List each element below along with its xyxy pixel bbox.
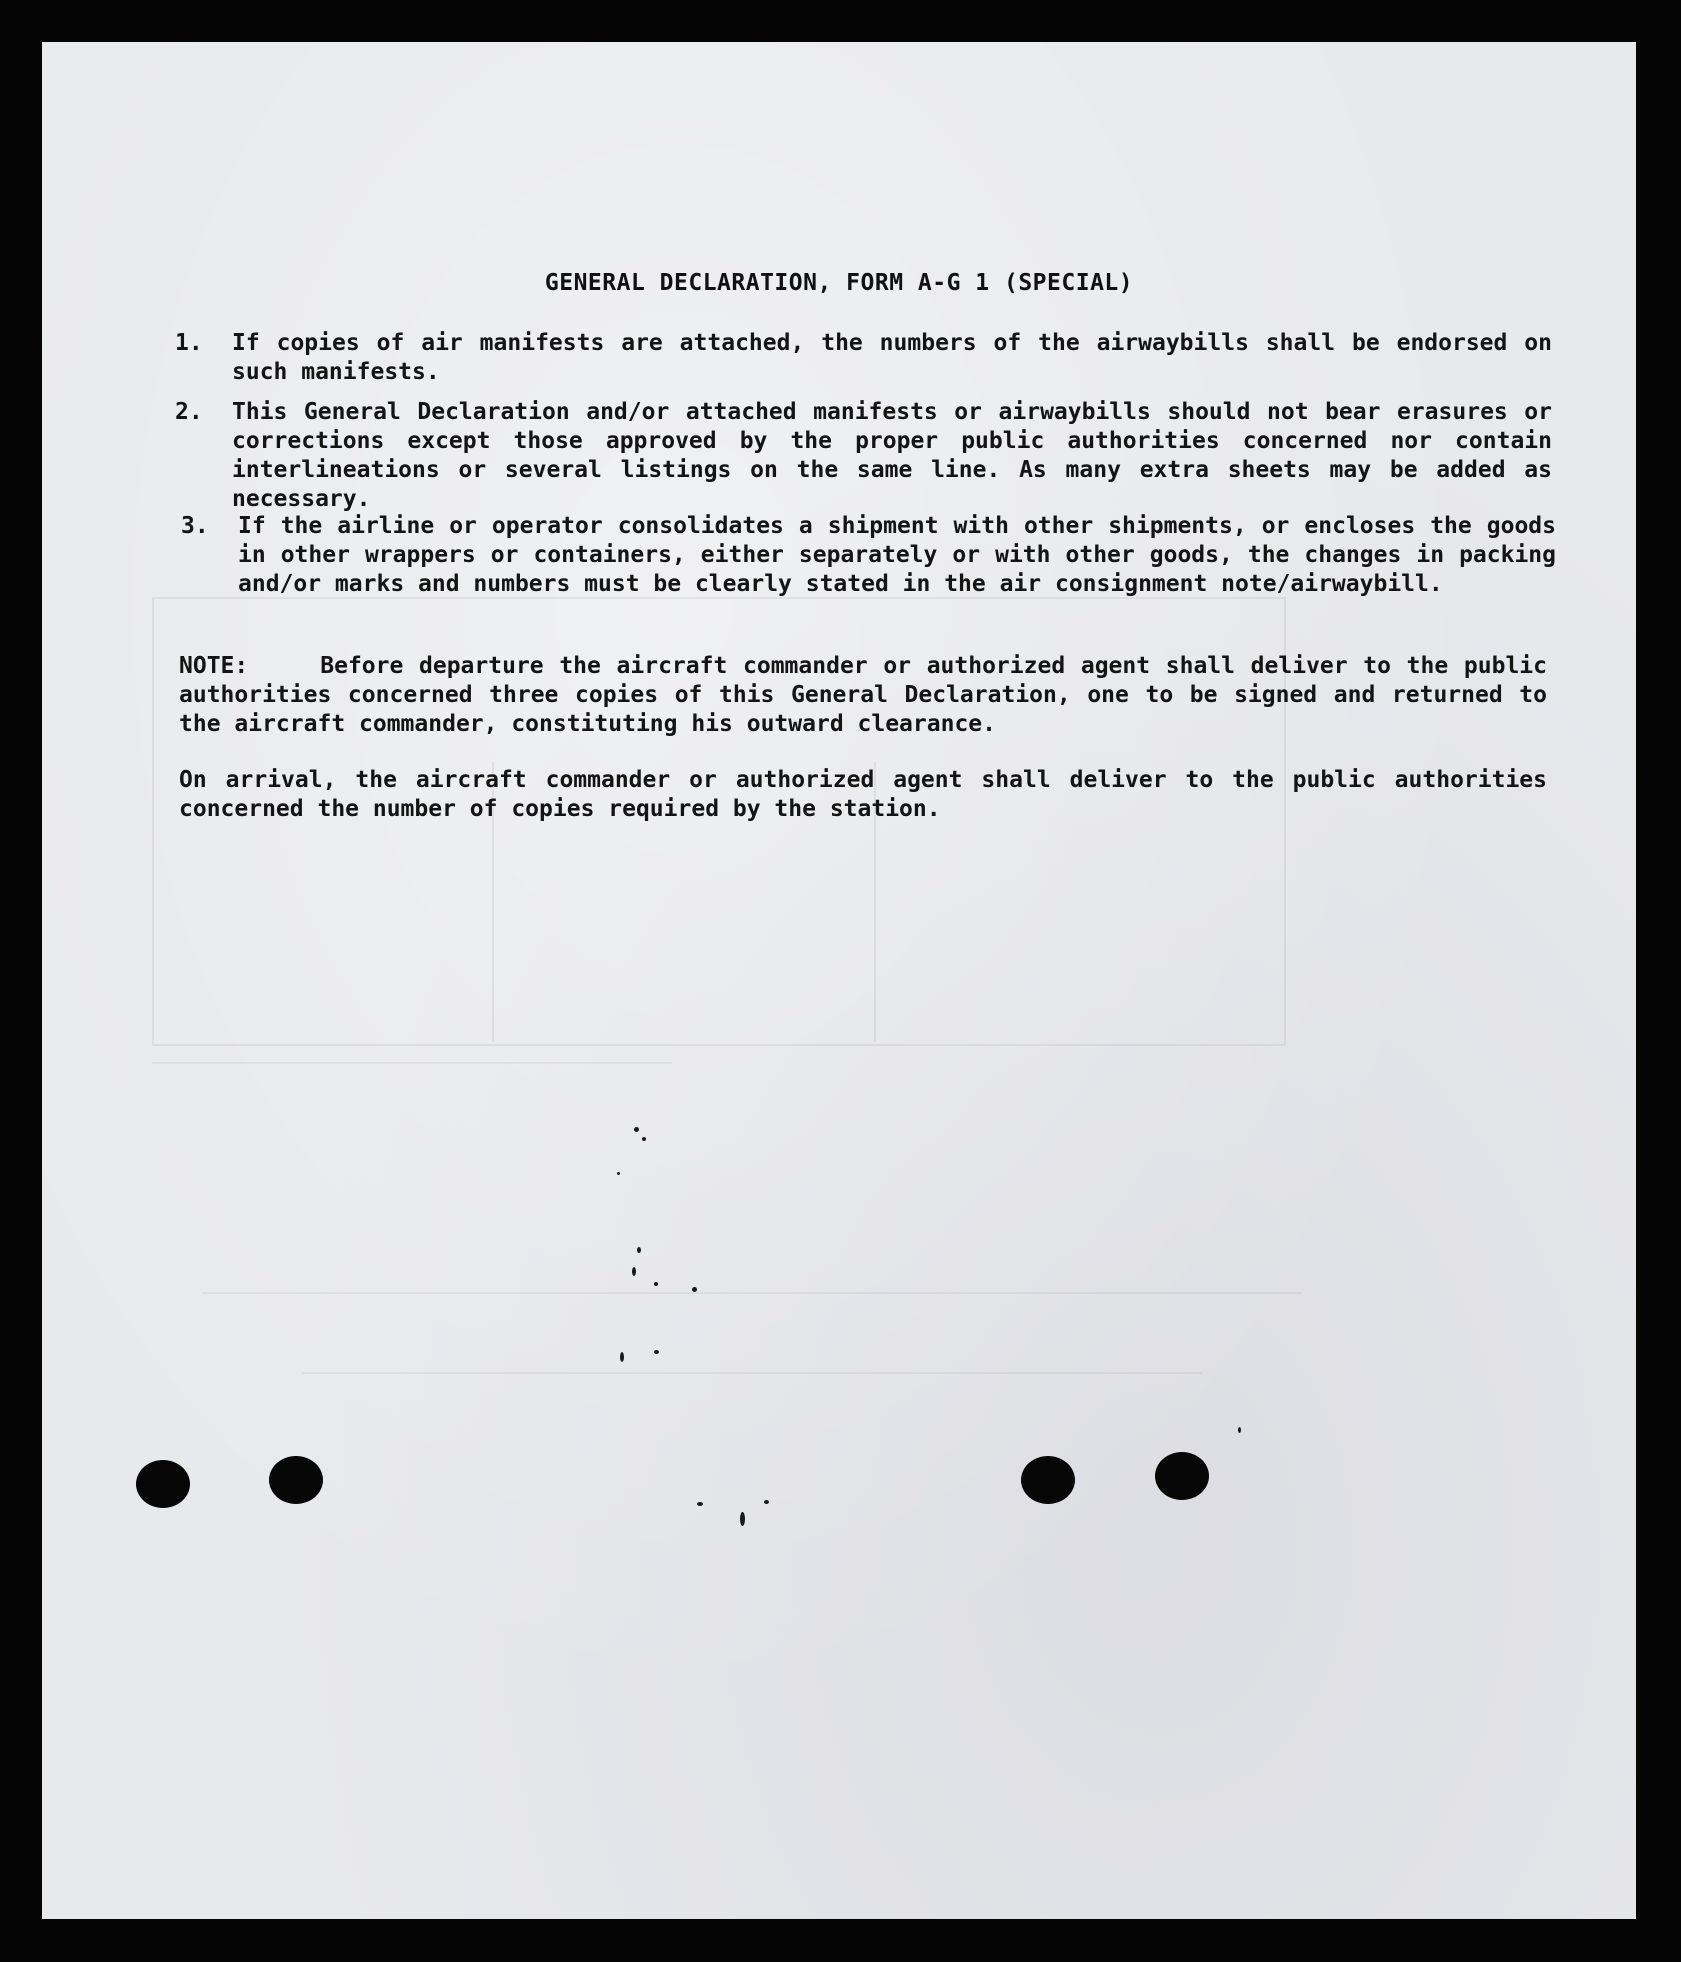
scan-speck	[654, 1282, 658, 1286]
scan-speck	[1238, 1427, 1241, 1433]
note-text: Before departure the aircraft commander or authorized agent shall deliver to the public authorities concerned three copies of this General Declaration, one to be signed and returned to the aircraft commander, constituting his outward clearance.	[179, 653, 1547, 737]
scan-speck	[642, 1137, 646, 1141]
scan-speck	[654, 1350, 659, 1354]
document-page	[42, 42, 1636, 1919]
bleed-through-rule	[202, 1292, 1302, 1294]
scan-speck	[634, 1127, 639, 1132]
note-paragraph	[179, 652, 1547, 739]
list-item	[175, 398, 1555, 518]
scan-speck	[697, 1502, 703, 1506]
item-text: If copies of air manifests are attached, the numbers of the airwaybills shall be endorsed on such manifests.	[232, 330, 1552, 385]
punch-hole	[1155, 1452, 1209, 1500]
arrival-paragraph: On arrival, the aircraft commander or authorized agent shall deliver to the public authorities concerned the number of copies required by the station.	[179, 767, 1547, 822]
list-item	[181, 512, 1561, 632]
bleed-through-rule	[302, 1372, 1202, 1374]
scan-speck	[632, 1267, 636, 1276]
scan-speck	[692, 1287, 697, 1292]
note-label: NOTE:	[179, 653, 249, 679]
item-number: 3.	[181, 513, 209, 539]
item-number: 2.	[175, 399, 203, 425]
punch-hole	[136, 1460, 190, 1508]
punch-hole	[1021, 1456, 1075, 1504]
item-number: 1.	[175, 330, 203, 356]
scan-speck	[620, 1352, 624, 1362]
item-text: If the airline or operator consolidates a shipment with other shipments, or encloses the goods in other wrappers or containers, either separately or with other goods, the changes in packing and/or marks and numbers must be clearly stated in the air consignment note/airwaybill.	[238, 513, 1556, 597]
bleed-through-rule	[152, 1062, 672, 1064]
scan-speck	[617, 1172, 620, 1175]
scan-speck	[764, 1500, 769, 1504]
list-item	[175, 329, 1555, 389]
scan-speck	[740, 1512, 745, 1526]
document-title: GENERAL DECLARATION, FORM A-G 1 (SPECIAL)	[544, 270, 1134, 296]
item-text: This General Declaration and/or attached manifests or airwaybills should not bear erasures or corrections except those approved by the proper public authorities concerned nor contain interlineations or several listings on the same line. As many extra sheets may be added as necessary.	[232, 399, 1552, 512]
scan-speck	[637, 1247, 641, 1253]
punch-hole	[269, 1456, 323, 1504]
